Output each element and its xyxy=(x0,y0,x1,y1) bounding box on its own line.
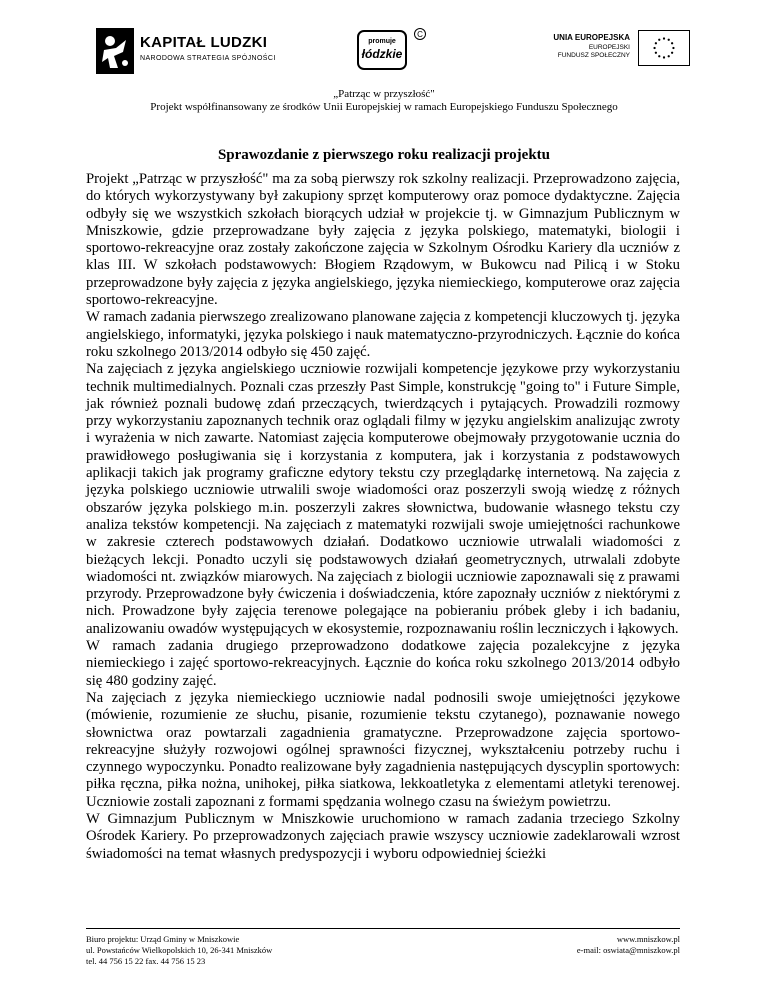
eu-line-2: EUROPEJSKI xyxy=(588,44,630,51)
document-title: Sprawozdanie z pierwszego roku realizacji projektu xyxy=(217,147,551,163)
footer-email-link[interactable]: e-mail: oswiata@mniszkow.pl xyxy=(576,945,680,955)
paragraph-1: Projekt „Patrząc w przyszłość" ma za sobą pierwszy rok szkolny realizacji. Przeprowadzono zajęcia, do których wykorzystywany był zakupiony sprzęt komputerowy oraz pomoce dydaktyczne. Zajęcia odbyły się we wszystkich szkołach biorących udział w projekcie tj. w Gimnazjum Publicznym w Mniszkowie, gdzie przeprowadzane były zajęcia z języka polskiego, matematyki, biologii i sportowo-rekreacyjne oraz zostały zakończone zajęcia w Szkolnym Ośrodku Kariery dla uczniów z klas III. W szkołach podstawowych: Błogiem Rządowym, w Bukowcu nad Pilicą i w Stoku przeprowadzone były zajęcia z języka angielskiego, języka niemieckiego, komputerowe oraz zajęcia sportowo-rekreacyjne. xyxy=(86,171,680,309)
eu-logo xyxy=(530,28,690,78)
footer-street: ul. Powstańców Wielkopolskich 10, 26-341 Mniszków xyxy=(86,945,273,955)
eu-line-1: UNIA EUROPEJSKA xyxy=(553,33,630,42)
promuje-lodzkie-logo xyxy=(357,28,427,74)
paragraph-6: W Gimnazjum Publicznym w Mniszkowie uruchomiono w ramach zadania trzeciego Szkolny Ośrodek Kariery. Po przeprowadzonych zajęciach prawie wszyscy uczniowie zadeklarowali wzrost świadomości na temat własnych predyspozycji i wyboru odpowiedniej ścieżki xyxy=(86,810,680,862)
cofinancing-header: Projekt współfinansowany ze środków Unii Europejskiej w ramach Europejskiego Funduszu Społecznego xyxy=(150,101,618,113)
project-name-header: „Patrząc w przyszłość" xyxy=(333,88,435,100)
promuje-lodzkie-box xyxy=(357,30,407,70)
footer-contact xyxy=(577,934,680,956)
promuje-text: promuje xyxy=(368,38,396,45)
report-body xyxy=(86,171,680,863)
eu-flag-icon xyxy=(638,30,690,66)
paragraph-3: Na zajęciach z języka angielskiego uczniowie rozwijali kompetencje językowe przy wykorzystaniu technik multimedialnych. Poznali czas przeszły Past Simple, konstrukcję "going to" i Future Simple, jak również poznali budowę zdań przeczących, twierdzących i pytających. Prowadzili rozmowy przy wykorzystaniu zapoznanych technik oraz oglądali filmy w języku angielskim analizując zwroty i wyrażenia w nich zawarte. Natomiast zajęcia komputerowe obejmowały przygotowanie ucznia do prawidłowego posługiwania się i korzystania z komputera, jak i korzystania z podstawowych aplikacji takich jak programy graficzne edytory tekstu czy przeglądarkę internetową. Na zajęcia z języka polskiego uczniowie utrwalili swoje wiadomości oraz poszerzyli swoją wiedzę z różnych obszarów języka polskiego m.in. poszerzyli zakres słownictwa, budowanie własnego tekstu czy analiza tekstów kompetencji. Na zajęciach z matematyki rozwijali swoje umiejętności rachunkowe w zakresie czterech podstawowych działań. Dodatkowo uczniowie utrwalali wiadomości z bieżących lekcji. Ponadto uczyli się podstawowych działań geometrycznych, utrwalali zdobyte wiadomości nt. związków miarowych. Na zajęciach z biologii uczniowie zapoznawali się z prawami przyrody. Przeprowadzone były ćwiczenia i doświadczenia, które zapoznały uczniów z niektórymi z nich. Prowadzone były zajęcia terenowe polegające na pobieraniu próbek gleby i ich badaniu, analizowaniu owadów występujących w ekosystemie, rozpoznawaniu roślin leczniczych i łąkowych. xyxy=(86,361,680,637)
logo-strip xyxy=(0,22,768,82)
kapital-ludzki-emblem-icon xyxy=(96,28,134,74)
eu-text-block xyxy=(553,32,630,60)
kapital-ludzki-subtitle: NARODOWA STRATEGIA SPÓJNOŚCI xyxy=(140,55,276,62)
footer-office: Biuro projektu: Urząd Gminy w Mniszkowie xyxy=(86,934,240,944)
kapital-ludzki-logo xyxy=(96,28,316,74)
eu-line-3: FUNDUSZ SPOŁECZNY xyxy=(557,52,630,59)
paragraph-4: W ramach zadania drugiego przeprowadzono dodatkowe zajęcia pozalekcyjne z języka niemieckiego i zajęć sportowo-rekreacyjnych. Łącznie do końca roku szkolnego 2013/2014 odbyło się 480 godziny zajęć. xyxy=(86,638,680,689)
lodzkie-text: łódzkie xyxy=(361,47,403,61)
footer-divider xyxy=(86,928,680,929)
paragraph-2: W ramach zadania pierwszego zrealizowano planowane zajęcia z kompetencji kluczowych tj. języka angielskiego, informatyki, języka polskiego i nauk matematyczno-przyrodniczych. Łącznie do końca roku szkolnego 2013/2014 odbyło się 450 zajęć. xyxy=(86,309,680,360)
footer-website-link[interactable]: www.mniszkow.pl xyxy=(616,934,680,944)
footer-phone: tel. 44 756 15 22 fax. 44 756 15 23 xyxy=(86,956,206,966)
copyright-mark-icon: C xyxy=(414,28,426,40)
paragraph-5: Na zajęciach z języka niemieckiego uczniowie nadal podnosili swoje umiejętności językowe (mówienie, rozumienie ze słuchu, pisanie, rozumienie tekstu czytanego), poznawanie nowego słownictwa oraz powtarzali zagadnienia gramatyczne. Przeprowadzone zajęcia sportowo-rekreacyjne służyły rozwojowi ogólnej sprawności fizycznej, wykształceniu potrzeby ruchu i czynnego wypoczynku. Ponadto realizowane były zagadnienia następujących dyscyplin sportowych: piłka ręczna, piłka nożna, unihokej, piłka siatkowa, lekkoatletyka z elementami atletyki terenowej. Uczniowie zostali zapoznani z formami spędzania wolnego czasu na świeżym powietrzu. xyxy=(86,689,680,810)
footer-address xyxy=(86,934,272,967)
kapital-ludzki-title: KAPITAŁ LUDZKI xyxy=(140,34,268,51)
